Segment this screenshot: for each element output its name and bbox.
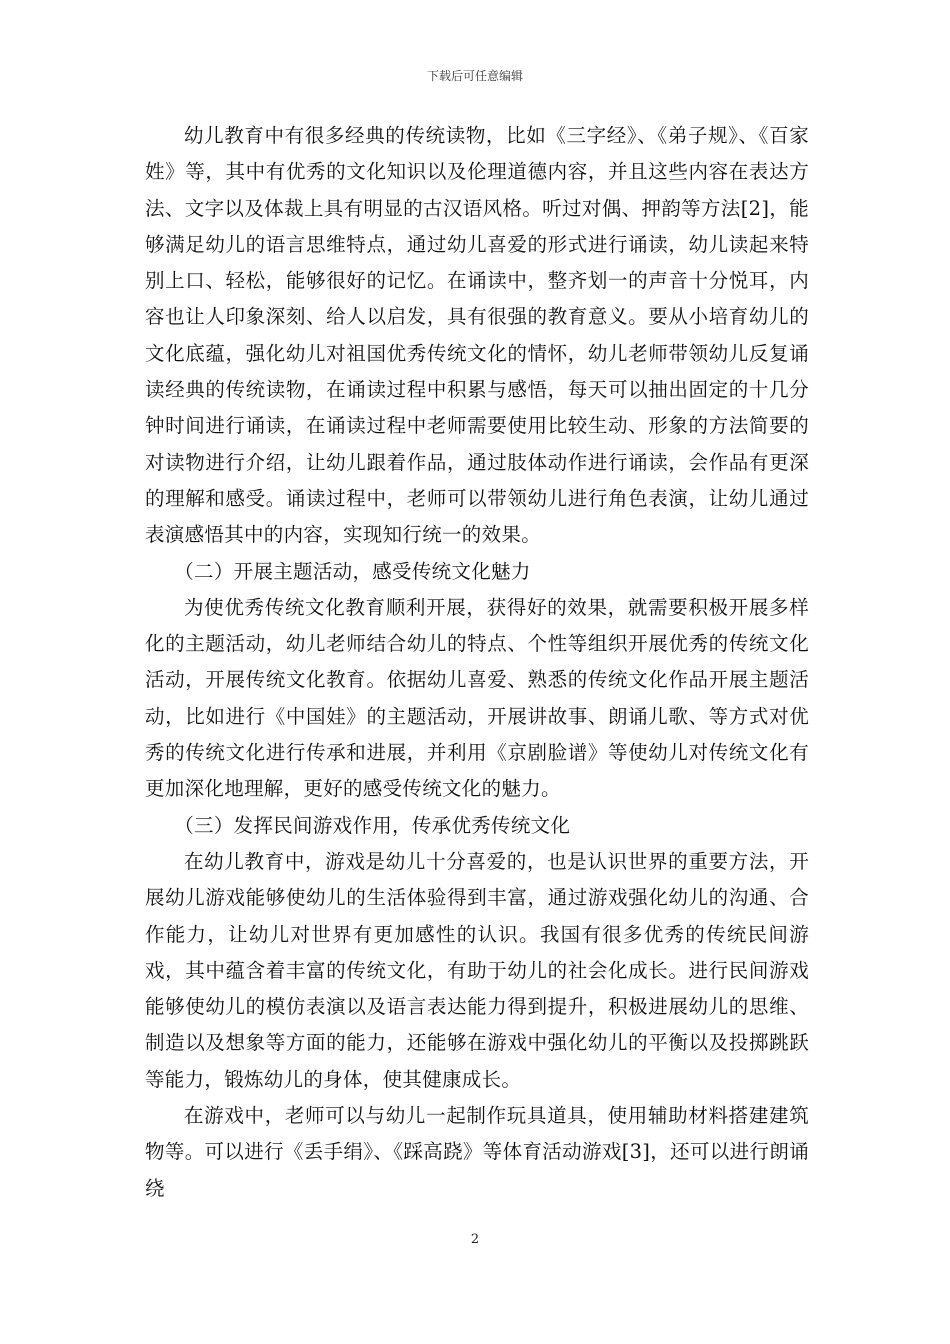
document-body <box>145 118 809 1207</box>
page-number: 2 <box>470 1232 480 1247</box>
paragraph-theme-activities: 为使优秀传统文化教育顺利开展，获得好的效果，就需要积极开展多样化的主题活动，幼儿老师结合幼儿的特点、个性等组织开展优秀的传统文化活动，开展传统文化教育。依据幼儿喜爱、熟悉的传统文化作品开展主题活动，比如进行《中国娃》的主题活动，开展讲故事、朗诵儿歌、等方式对优秀的传统文化进行传承和进展，并利用《京剧脸谱》等使幼儿对传统文化有更加深化地理解，更好的感受传统文化的魅力。 <box>145 595 809 801</box>
section-heading-folk-games: （三）发挥民间游戏作用，传承优秀传统文化 <box>174 813 571 837</box>
section-heading-theme-activities: （二）开展主题活动，感受传统文化魅力 <box>174 559 531 583</box>
paragraph-classic-readings: 幼儿教育中有很多经典的传统读物，比如《三字经》、《弟子规》、《百家姓》等，其中有优秀的文化知识以及伦理道德内容，并且这些内容在表达方法、文字以及体裁上具有明显的古汉语风格。听过对偶、押韵等方法[2]，能够满足幼儿的语言思维特点，通过幼儿喜爱的形式进行诵读，幼儿读起来特别上口、轻松，能够很好的记忆。在诵读中，整齐划一的声音十分悦耳，内容也让人印象深刻、给人以启发，具有很强的教育意义。要从小培育幼儿的文化底蕴，强化幼儿对祖国优秀传统文化的情怀，幼儿老师带领幼儿反复诵读经典的传统读物，在诵读过程中积累与感悟，每天可以抽出固定的十几分钟时间进行诵读，在诵读过程中老师需要使用比较生动、形象的方法简要的对读物进行介绍，让幼儿跟着作品，通过肢体动作进行诵读，会作品有更深的理解和感受。诵读过程中，老师可以带领幼儿进行角色表演，让幼儿通过表演感悟其中的内容，实现知行统一的效果。 <box>145 124 809 547</box>
page-header: 下载后可任意编辑 <box>426 69 523 83</box>
paragraph-games-props: 在游戏中，老师可以与幼儿一起制作玩具道具，使用辅助材料搭建建筑物等。可以进行《丢手绢》、《踩高跷》等体育活动游戏[3]，还可以进行朗诵绕 <box>145 1104 809 1200</box>
paragraph-folk-games: 在幼儿教育中，游戏是幼儿十分喜爱的，也是认识世界的重要方法，开展幼儿游戏能够使幼儿的生活体验得到丰富，通过游戏强化幼儿的沟通、合作能力，让幼儿对世界有更加感性的认识。我国有很多优秀的传统民间游戏，其中蕴含着丰富的传统文化，有助于幼儿的社会化成长。进行民间游戏能够使幼儿的模仿表演以及语言表达能力得到提升，积极进展幼儿的思维、制造以及想象等方面的能力，还能够在游戏中强化幼儿的平衡以及投掷跳跃等能力，锻炼幼儿的身体，使其健康成长。 <box>145 849 809 1091</box>
